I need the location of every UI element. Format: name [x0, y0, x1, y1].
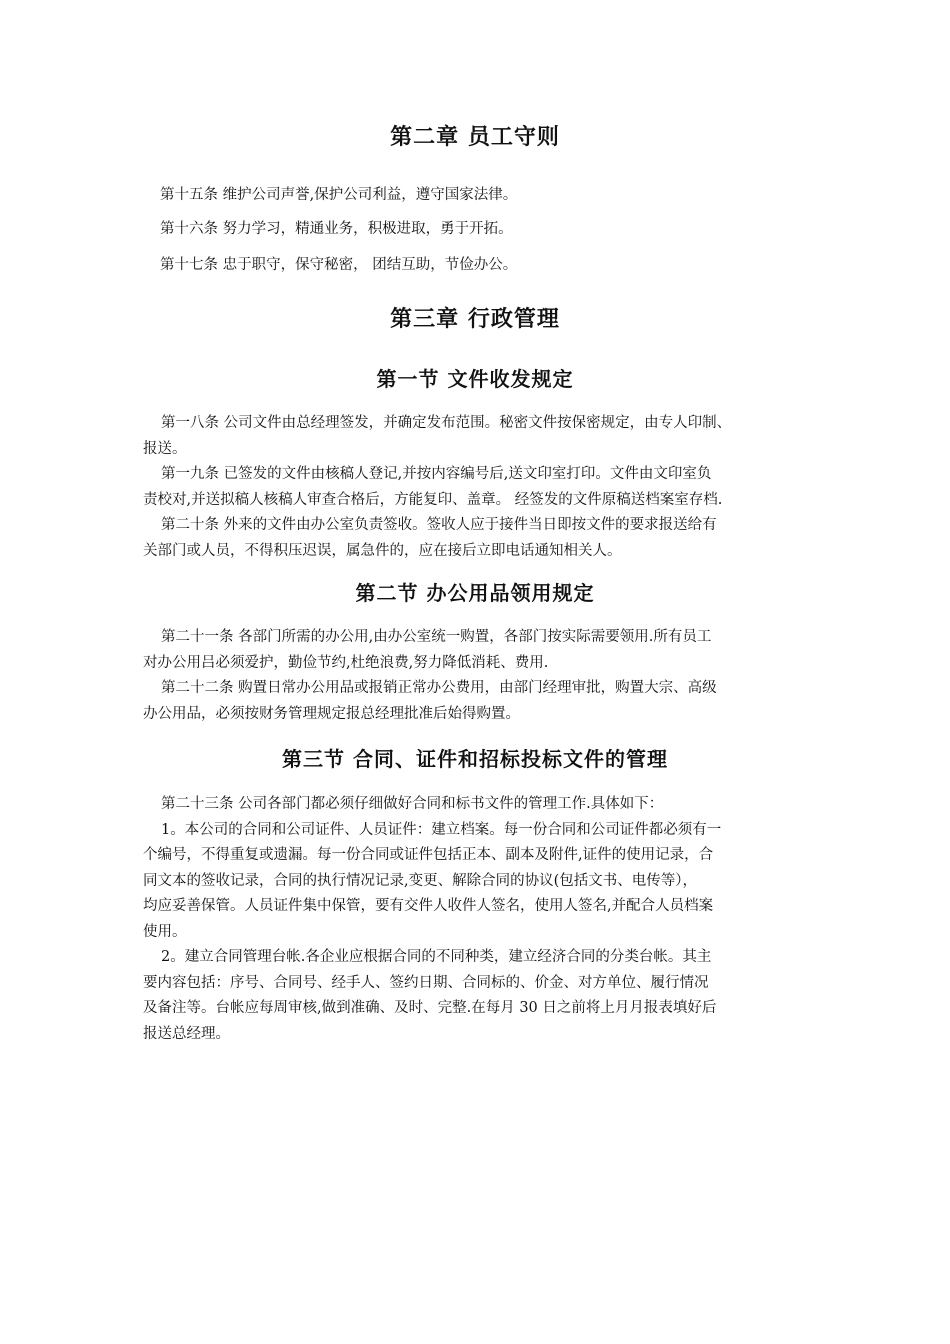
article-23-line: 第二十三条 公司各部门都必须仔细做好合同和标书文件的管理工作.具体如下：	[161, 796, 664, 812]
item-2-line: 报送总经理。	[143, 1025, 230, 1042]
article-22-line: 办公用品，必须按财务管理规定报总经理批准后始得购置。	[143, 705, 520, 722]
article-18-line: 第一八条 公司文件由总经理签发，并确定发布范围。秘密文件按保密规定，由专人印制、	[161, 415, 732, 431]
article-17: 第十七条 忠于职守，保守秘密， 团结互助，节俭办公。	[160, 257, 518, 273]
article-20-line: 关部门或人员，不得积压迟误，属急件的，应在接后立即电话通知相关人。	[143, 542, 622, 559]
article-20-line: 第二十条 外来的文件由办公室负责签收。签收人应于接件当日即按文件的要求报送给有	[161, 517, 717, 533]
section-2-body	[143, 625, 813, 727]
section-3-title: 第三节 合同、证件和招标投标文件的管理	[282, 747, 668, 771]
chapter-3-title: 第三章 行政管理	[390, 307, 560, 332]
item-2-line: 2。建立合同管理台帐.各企业应根据合同的不同种类，建立经济合同的分类台帐。其主	[161, 949, 712, 965]
item-1-line: 1。本公司的合同和公司证件、人员证件：建立档案。每一份合同和公司证件都必须有一	[161, 821, 722, 838]
chapter-2-title: 第二章 员工守则	[390, 125, 560, 150]
item-1-line: 使用。	[143, 923, 187, 940]
article-21-line: 第二十一条 各部门所需的办公用,由办公室统一购置，各部门按实际需要领用.所有员工	[161, 629, 712, 645]
article-19-line: 责校对,并送拟稿人核稿人审查合格后，方能复印、盖章。 经签发的文件原稿送档案室存档.	[143, 491, 723, 508]
section-2-title: 第二节 办公用品领用规定	[355, 581, 595, 605]
article-22-line: 第二十二条 购置日常办公用品或报销正常办公费用，由部门经理审批，购置大宗、高级	[161, 680, 717, 696]
article-18-line: 报送。	[143, 440, 187, 457]
item-1-line: 同文本的签收记录，合同的执行情况记录,变更、解除合同的协议(包括文书、电传等），	[143, 872, 698, 889]
article-15: 第十五条 维护公司声誉,保护公司利益，遵守国家法律。	[160, 187, 518, 203]
item-1-line: 个编号，不得重复或遗漏。每一份合同或证件包括正本、副本及附件,证件的使用记录，合	[143, 847, 714, 863]
item-2-line: 要内容包括：序号、合同号、经手人、签约日期、合同标的、价金、对方单位、履行情况	[143, 974, 709, 991]
article-19-line: 第一九条 已签发的文件由核稿人登记,并按内容编号后,送文印室打印。文件由文印室负	[161, 466, 712, 482]
section-3-body	[143, 792, 813, 1047]
article-21-line: 对办公用吕必须爱护，勤俭节约,杜绝浪费,努力降低消耗、费用.	[143, 654, 549, 671]
section-1-title: 第一节 文件收发规定	[376, 367, 574, 391]
item-2-line: 及备注等。台帐应每周审核,做到准确、及时、完整.在每月 30 日之前将上月月报表填好后	[143, 1000, 717, 1016]
item-1-line: 均应妥善保管。人员证件集中保管，要有交件人收件人签名，使用人签名,并配合人员档案	[143, 898, 714, 914]
article-16: 第十六条 努力学习，精通业务，积极进取，勇于开拓。	[160, 221, 513, 237]
section-1-body	[143, 411, 813, 564]
